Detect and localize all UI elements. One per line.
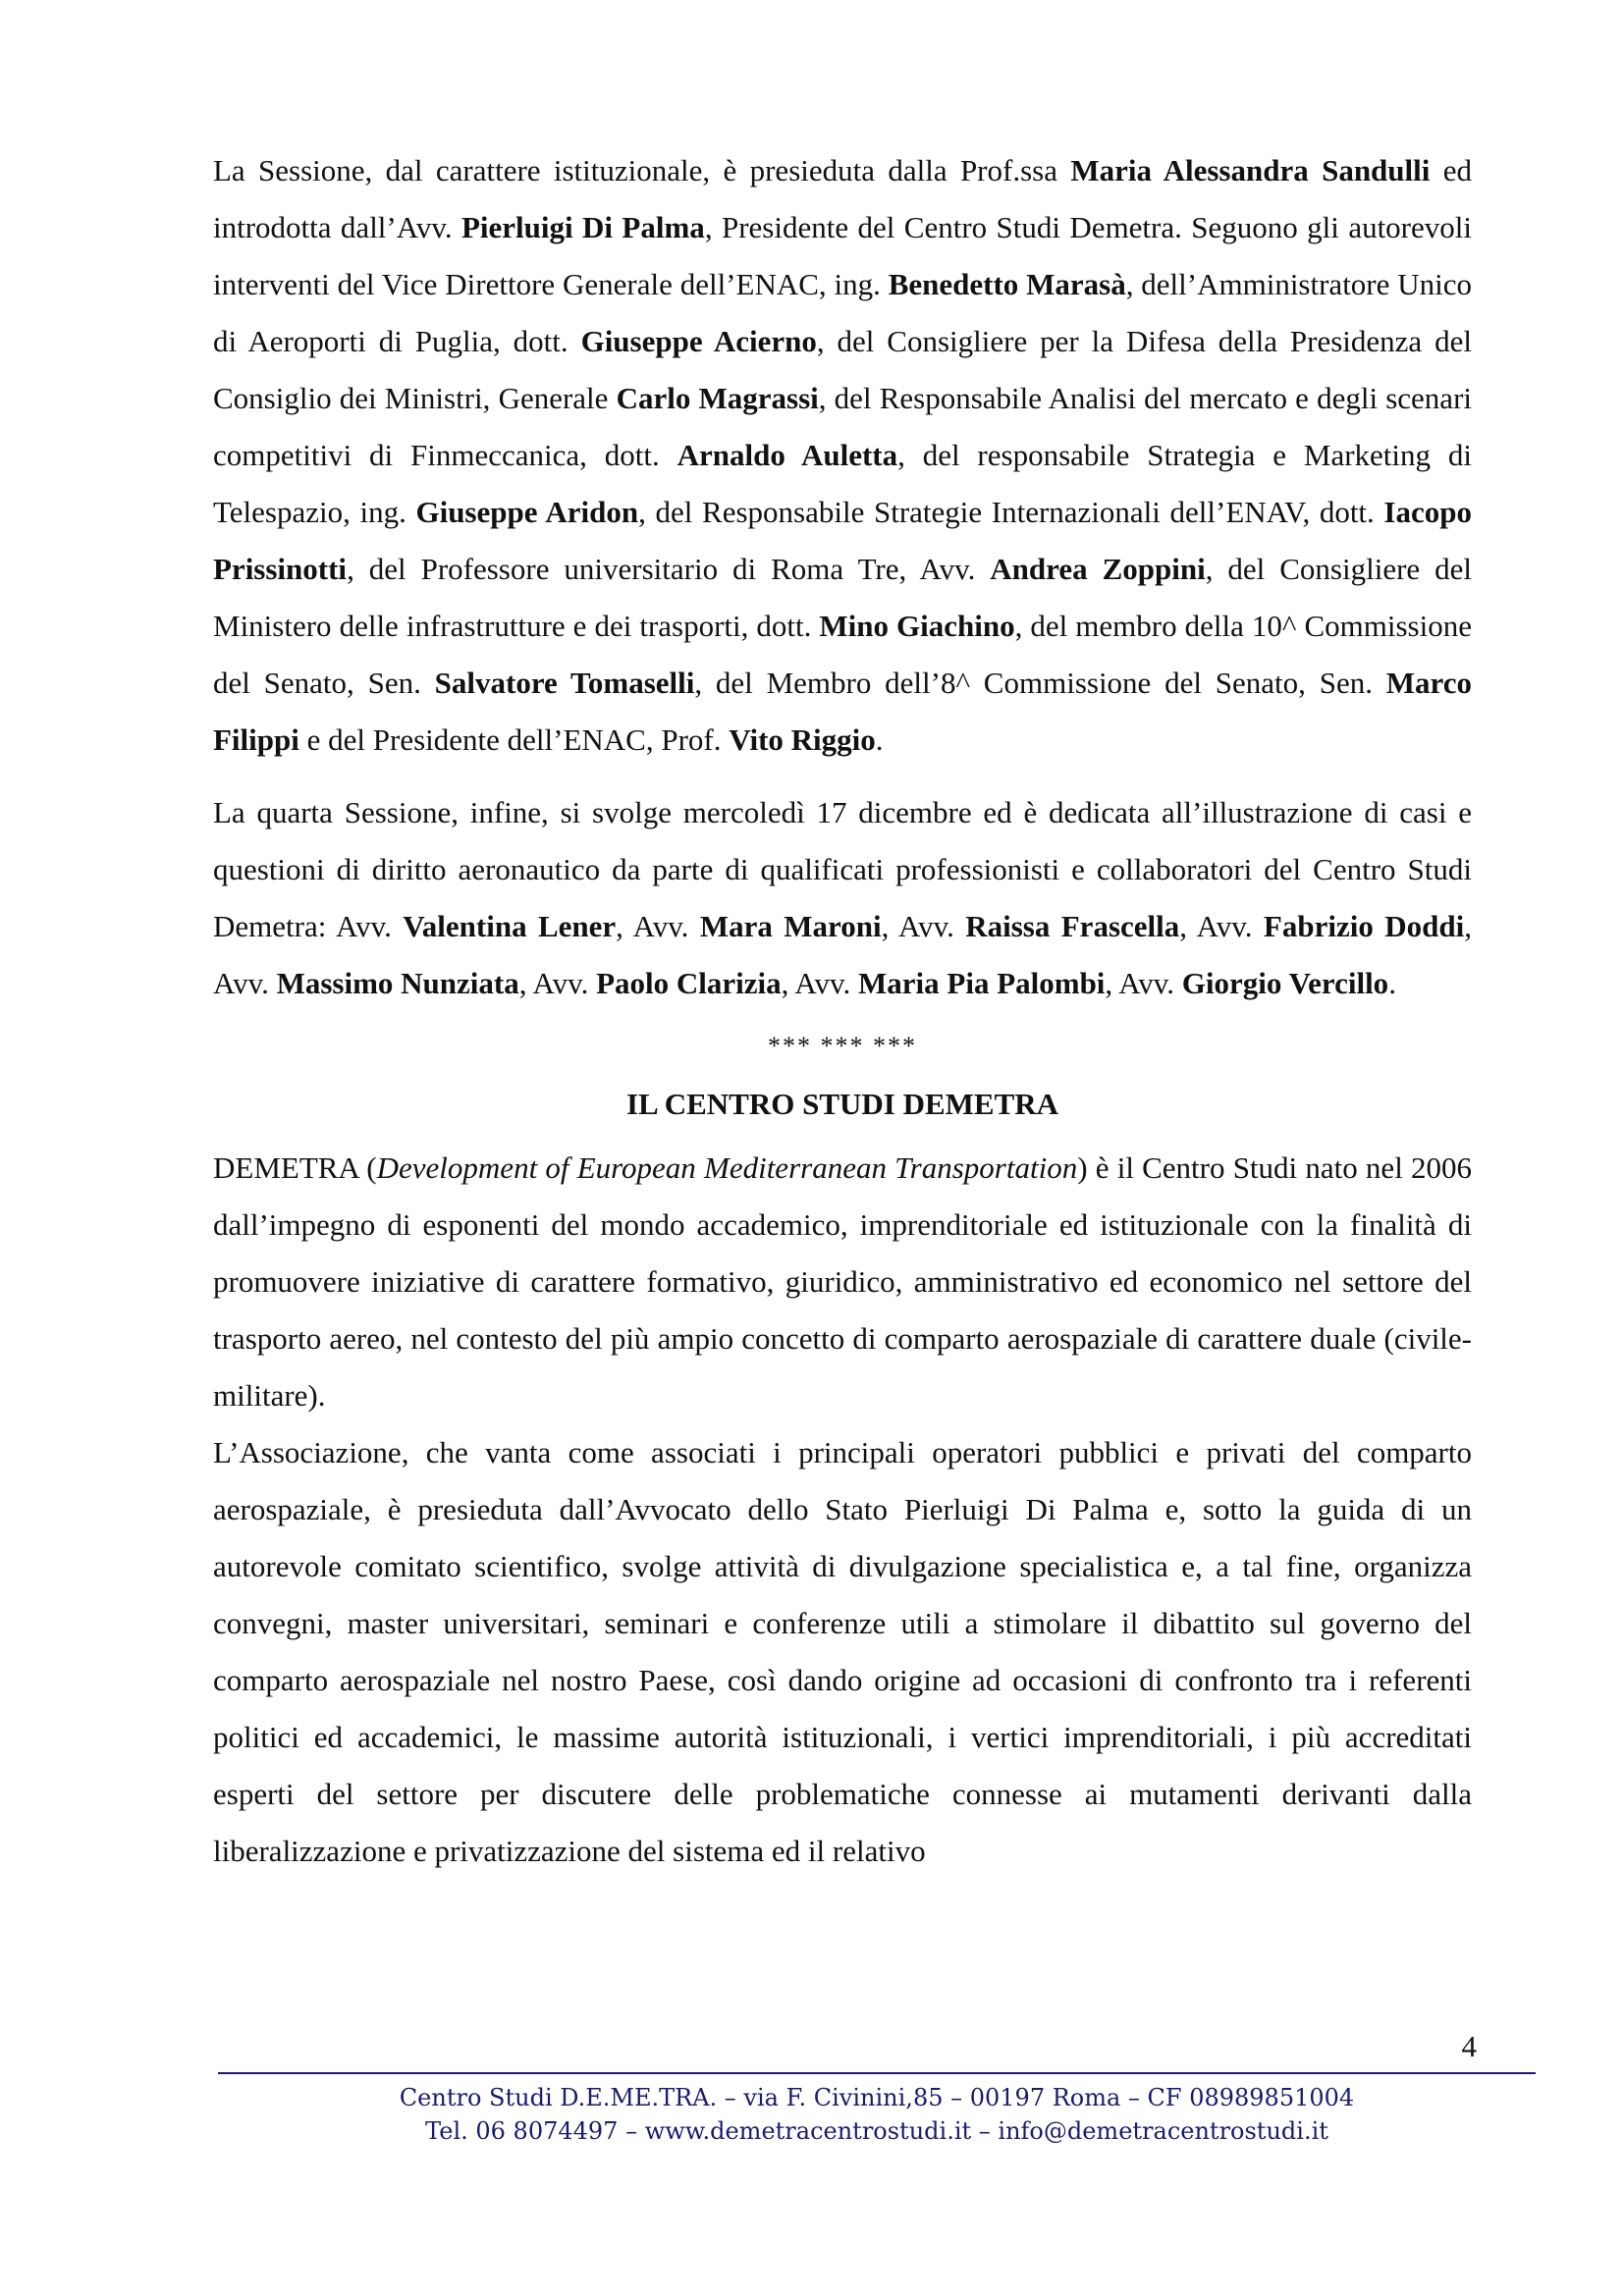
speaker-name: Giuseppe Aridon [415,495,639,529]
speaker-name: Iacopo Prissinotti [213,495,1472,586]
speaker-name: Benedetto Marasà [888,267,1126,301]
footer-divider [218,2072,1536,2074]
speaker-name: Paolo Clarizia [596,966,782,1000]
text-span: , del Responsabile Strategie Internazionali dell’ENAV, dott. [638,495,1384,529]
text-span: , Avv. [518,966,597,1000]
speaker-name: Giuseppe Acierno [580,324,817,358]
speaker-name: Massimo Nunziata [276,966,519,1000]
speaker-name: Fabrizio Doddi [1263,909,1465,943]
speaker-name: Mara Maroni [699,909,882,943]
speaker-name: Maria Alessandra Sandulli [1070,153,1431,187]
text-span: , del Professore universitario di Roma Tre, Avv. [347,552,991,586]
speaker-name: Carlo Magrassi [616,381,819,415]
paragraph-session-speakers [213,142,1472,769]
speaker-name: Mino Giachino [819,609,1015,643]
text-span: ) è il Centro Studi nato nel 2006 dall’impegno di esponenti del mondo accademico, imprenditoriale ed istituzionale con la finalità di promuovere iniziative di carattere formativo, giuridico, amministrativo ed economico nel settore del trasporto aereo, nel contesto del più ampio concetto di comparto aerospaziale di carattere duale (civile-militare). [213,1150,1473,1413]
text-span: , Avv. [213,909,1472,1000]
text-span: La Sessione, dal carattere istituzionale, è presieduta dalla Prof.ssa [213,153,1071,187]
text-span: , Avv. [781,966,859,1000]
document-body [213,142,1472,1880]
text-span: . [875,722,884,757]
speaker-name: Pierluigi Di Palma [460,210,705,244]
text-span: , Avv. [1105,966,1182,1000]
text-span: DEMETRA ( [213,1150,377,1185]
speaker-name: Maria Pia Palombi [858,966,1106,1000]
text-span: , Avv. [616,909,700,943]
speaker-name: Salvatore Tomaselli [434,666,695,700]
speaker-name: Andrea Zoppini [990,552,1206,586]
text-span: e del Presidente dell’ENAC, Prof. [298,722,730,757]
section-heading: IL CENTRO STUDI DEMETRA [625,1087,1059,1121]
text-span: . [1388,966,1396,1000]
speaker-name: Arnaldo Auletta [677,438,898,472]
text-span: , del membro della 10^ Commissione del Senato, Sen. [213,609,1472,700]
text-span: , Avv. [881,909,966,943]
text-span: , dell’Amministratore Unico di Aeroporti di Puglia, dott. [213,267,1472,358]
speaker-name: Valentina Lener [403,909,617,943]
speaker-name: Vito Riggio [729,722,876,757]
footer-address-line: Centro Studi D.E.ME.TRA. – via F. Civinini,85 – 00197 Roma – CF 08989851004 [399,2084,1355,2111]
paragraph-fourth-session [213,784,1472,1012]
page-footer [218,2081,1536,2148]
text-span: , del Membro dell’8^ Commissione del Senato, Sen. [694,666,1386,700]
text-span: , del responsabile Strategia e Marketing di Telespazio, ing. [213,438,1472,529]
paragraph-association [213,1424,1472,1880]
page-number: 4 [1461,2029,1477,2063]
paragraph-demetra-intro [213,1140,1472,1424]
text-span: , Presidente del Centro Studi Demetra. Seguono gli autorevoli interventi del Vice Direttore Generale dell’ENAC, ing. [213,210,1472,301]
text-span: , Avv. [1179,909,1264,943]
text-span: ed introdotta dall’Avv. [213,153,1472,244]
text-span: L’Associazione, che vanta come associati i principali operatori pubblici e privati del comparto aerospaziale, è presieduta dall’Avvocato dello Stato Pierluigi Di Palma e, sotto la guida di un autorevole comitato scientifico, svolge attività di divulgazione specialistica e, a tal fine, organizza convegni, master universitari, seminari e conferenze utili a stimolare il dibattito sul governo del comparto aerospaziale nel nostro Paese, così dando origine ad occasioni di confronto tra i referenti politici ed accademici, le massime autorità istituzionali, i vertici imprenditoriali, i più accreditati esperti del settore per discutere delle problematiche connesse ai mutamenti derivanti dalla liberalizzazione e privatizzazione del sistema ed il relativo [213,1435,1472,1868]
speaker-name: Raissa Frascella [965,909,1180,943]
speaker-name: Marco Filippi [213,666,1472,757]
text-span: La quarta Sessione, infine, si svolge mercoledì 17 dicembre ed è dedicata all’illustrazione di casi e questioni di diritto aeronautico da parte di qualificati professionisti e collaboratori del Centro Studi Demetra: Avv. [213,795,1472,943]
text-span: , del Consigliere del Ministero delle infrastrutture e dei trasporti, dott. [213,552,1473,643]
section-separator: *** *** *** [768,1032,917,1060]
text-span: , del Responsabile Analisi del mercato e degli scenari competitivi di Finmeccanica, dott. [213,381,1473,472]
italic-expansion: Development of European Mediterranean Transportation [376,1150,1078,1185]
speaker-name: Giorgio Vercillo [1181,966,1389,1000]
text-span: , del Consigliere per la Difesa della Presidenza del Consiglio dei Ministri, Generale [213,324,1472,415]
footer-contact-line: Tel. 06 8074497 – www.demetracentrostudi.it – info@demetracentrostudi.it [425,2117,1328,2145]
